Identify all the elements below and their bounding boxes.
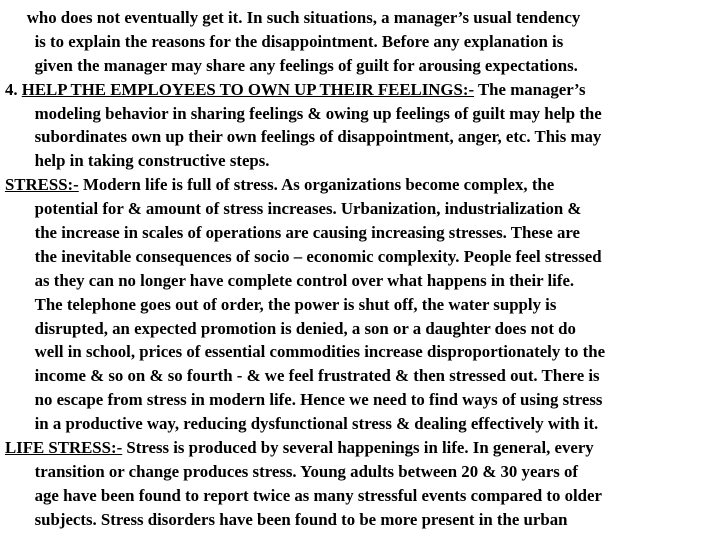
text-line: subordinates own up their own feelings of disappointment, anger, etc. This may	[34, 127, 602, 147]
text-line: is to explain the reasons for the disappointment. Before any explanation is	[34, 31, 564, 51]
list-number: 4.	[4, 79, 22, 99]
text-span: Modern life is full of stress. As organizations become complex, the	[78, 175, 555, 195]
text-line: no escape from stress in modern life. Hence we need to find ways of using stress	[34, 390, 603, 410]
text-line: the increase in scales of operations are causing increasing stresses. These are	[34, 223, 581, 243]
section-heading: HELP THE EMPLOYEES TO OWN UP THEIR FEELINGS:-	[21, 79, 475, 99]
text-line: subjects. Stress disorders have been found to be more present in the urban	[34, 509, 568, 529]
section-heading-line	[0, 173, 712, 197]
text-line: as they can no longer have complete control over what happens in their life.	[34, 270, 575, 290]
text-line: well in school, prices of essential commodities increase disproportionately to the	[34, 342, 606, 362]
text-line: age have been found to report twice as many stressful events compared to older	[34, 485, 602, 505]
section-heading: STRESS:-	[4, 175, 79, 195]
text-span: The manager’s	[474, 79, 586, 99]
text-line: The telephone goes out of order, the power is shut off, the water supply is	[34, 294, 557, 314]
section-heading: LIFE STRESS:-	[4, 438, 123, 458]
text-line: disrupted, an expected promotion is denied, a son or a daughter does not do	[34, 318, 576, 338]
text-line: given the manager may share any feelings of guilt for arousing expectations.	[34, 55, 578, 75]
text-line: who does not eventually get it. In such situations, a manager’s usual tendency	[26, 8, 581, 27]
text-line: help in taking constructive steps.	[34, 151, 270, 171]
text-line: in a productive way, reducing dysfunctional stress & dealing effectively with it.	[34, 414, 599, 434]
section-heading-line	[0, 78, 712, 102]
text-line: income & so on & so fourth - & we feel frustrated & then stressed out. There is	[34, 366, 600, 386]
text-line: the inevitable consequences of socio – economic complexity. People feel stressed	[34, 246, 602, 266]
section-heading-line	[0, 436, 712, 460]
text-span: Stress is produced by several happenings in life. In general, every	[122, 438, 594, 458]
document-page	[0, 6, 720, 532]
text-line: modeling behavior in sharing feelings & owing up feelings of guilt may help the	[34, 103, 602, 123]
text-line: transition or change produces stress. Young adults between 20 & 30 years of	[34, 461, 579, 481]
text-line: potential for & amount of stress increases. Urbanization, industrialization &	[34, 199, 582, 219]
